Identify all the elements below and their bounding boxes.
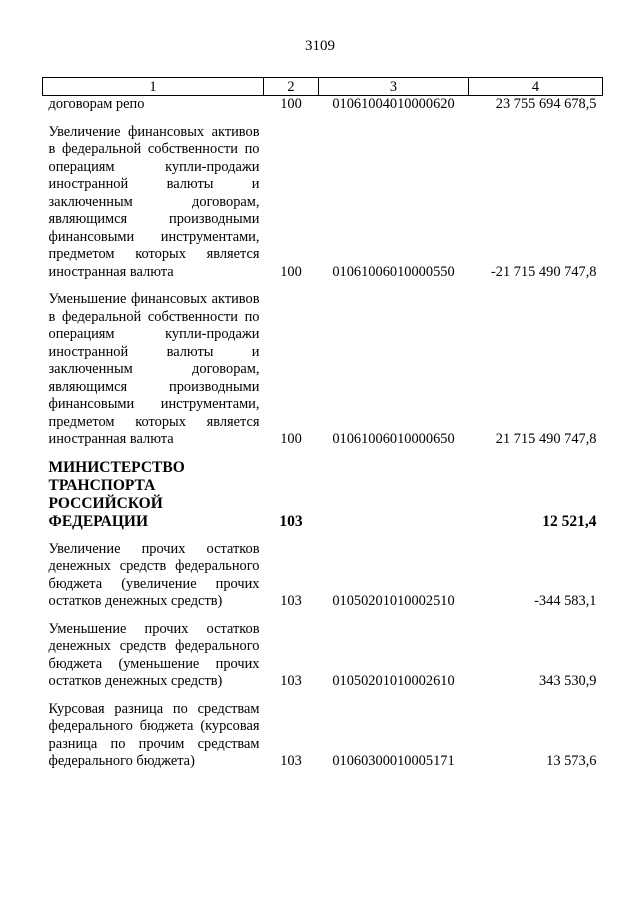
column-header-1: 1 (43, 78, 264, 96)
row-name: Уменьшение прочих остатков денежных средств федерального бюджета (уменьшение прочих остатков денежных средств) (48, 620, 260, 689)
column-header-2: 2 (264, 78, 319, 96)
row-amount: 21 715 490 747,8 (495, 431, 597, 447)
table-header (43, 78, 603, 96)
row-admin-code: 103 (280, 673, 302, 689)
table-row (43, 611, 603, 691)
table-row (43, 691, 603, 771)
row-name: Курсовая разница по средствам федерального бюджета (курсовая разница по прочим средствам федерального бюджета) (48, 700, 260, 769)
ministry-classification-code (319, 449, 469, 531)
budget-sources-table (42, 77, 603, 771)
table-row (43, 281, 603, 449)
table-row (43, 114, 603, 282)
row-amount: -21 715 490 747,8 (490, 263, 597, 280)
row-amount: 13 573,6 (546, 753, 597, 769)
row-admin-code: 103 (280, 753, 302, 769)
row-name: договорам репо (48, 96, 145, 112)
ministry-row (43, 449, 603, 531)
row-amount: 23 755 694 678,5 (495, 96, 597, 112)
row-admin-code: 103 (280, 593, 302, 609)
row-admin-code: 100 (280, 263, 302, 280)
ministry-name: МИНИСТЕРСТВО ТРАНСПОРТА РОССИЙСКОЙ ФЕДЕРАЦИИ (48, 458, 185, 530)
row-classification-code: 01050201010002610 (332, 673, 455, 689)
row-amount: 343 530,9 (538, 673, 597, 689)
row-classification-code: 01061006010000650 (332, 431, 455, 447)
table-row (43, 96, 603, 114)
table-body (43, 96, 603, 771)
table-row (43, 531, 603, 611)
row-admin-code: 100 (280, 96, 302, 112)
row-name: Увеличение финансовых активов в федеральной собственности по операциям купли-продажи иностранной валюты и заключенным договорам, являющимся производными финансовыми инструментами, предметом которых является иностранная валюта (48, 123, 260, 280)
row-classification-code: 01060300010005171 (332, 753, 455, 769)
row-admin-code: 100 (280, 431, 302, 447)
ministry-admin-code: 103 (279, 512, 303, 530)
column-header-3: 3 (319, 78, 469, 96)
ministry-total-amount: 12 521,4 (542, 512, 597, 530)
row-amount: -344 583,1 (534, 593, 597, 609)
column-header-4: 4 (469, 78, 603, 96)
row-classification-code: 01061006010000550 (332, 263, 455, 280)
row-name: Увеличение прочих остатков денежных средств федерального бюджета (увеличение прочих остатков денежных средств) (48, 540, 260, 609)
page-number: 3109 (305, 38, 335, 54)
row-name: Уменьшение финансовых активов в федеральной собственности по операциям купли-продажи иностранной валюты и заключенным договорам, являющимся производными финансовыми инструментами, предметом которых является иностранная валюта (48, 291, 260, 447)
row-classification-code: 01050201010002510 (332, 593, 455, 609)
header-row (43, 78, 603, 96)
row-classification-code: 01061004010000620 (332, 96, 455, 112)
